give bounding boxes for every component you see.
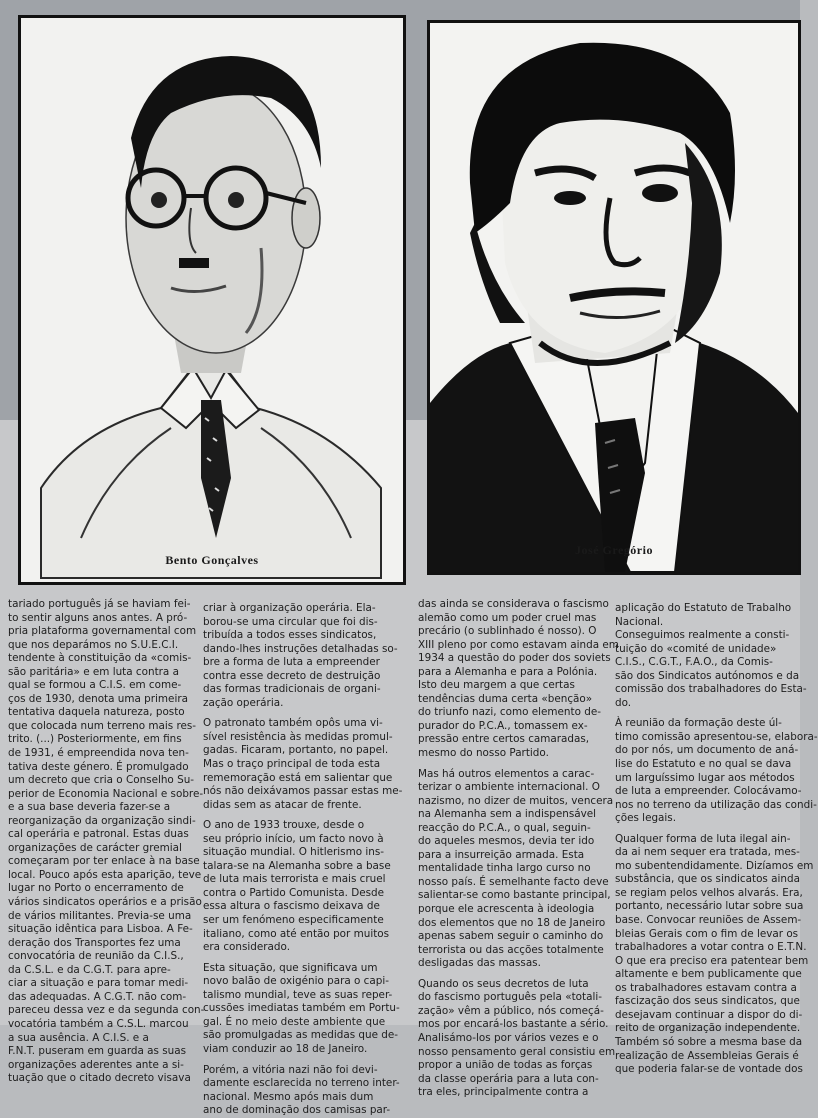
text-line: tuição do «comité de unidade» [615, 642, 777, 655]
text-line: cal operária e patronal. Estas duas [8, 828, 189, 841]
text-line: local. Pouco após esta aparição, teve [8, 868, 202, 881]
text-line: desligadas das massas. [418, 957, 541, 970]
text-line: base. Convocar reuniões de Assem- [615, 914, 802, 927]
text-column-4 [615, 602, 818, 1077]
text-line: lugar no Porto o encerramento de [8, 882, 184, 895]
text-line: ser um fenómeno especificamente [203, 914, 384, 927]
text-line: trabalhadores a votar contra o E.T.N. [615, 941, 807, 954]
text-line: da ai nem sequer era tratada, mes- [615, 846, 800, 859]
text-line: das ainda se considerava o fascismo [418, 598, 609, 610]
text-line: de luta a empreender. Colocávamo- [615, 785, 802, 798]
text-line: vocatória também a C.S.L. marcou [8, 1017, 189, 1030]
text-line: bre a forma de luta a empreender [203, 656, 380, 669]
text-line: Conseguimos realmente a consti- [615, 629, 790, 642]
text-line: vários sindicatos operários e a prisão [8, 896, 202, 909]
text-line: tendências duma certa «benção» [418, 692, 593, 705]
text-line: terizar o ambiente internacional. O [418, 781, 600, 794]
text-line: nosso país. É semelhante facto deve [418, 875, 609, 888]
text-line: ano de dominação dos camisas par- [203, 1104, 391, 1117]
text-line: para a Alemanha e para a Polónia. [418, 665, 598, 678]
text-line: rememoração está em salientar que [203, 771, 393, 784]
text-line: reacção do P.C.A., o qual, seguin- [418, 821, 591, 834]
text-line: e a sua base deveria fazer-se a [8, 801, 171, 814]
text-line: gadas. Ficaram, portanto, no papel. [203, 744, 389, 757]
text-line: situação idêntica para Lisboa. A Fe- [8, 923, 193, 936]
portrait-caption-right: José Gregório [575, 543, 653, 557]
text-line: fascização dos seus sindicatos, que [615, 995, 800, 1008]
text-line: ciar a situação e para tomar medi- [8, 977, 189, 990]
text-line: lise do Estatuto e no qual se dava [615, 758, 792, 771]
text-line: para a insurreição armada. Esta [418, 848, 585, 861]
text-line: zação operária. [203, 696, 284, 709]
text-line: zação» vêm a público, nós começá- [418, 1004, 604, 1017]
text-column-2 [203, 602, 403, 1118]
portrait-image-right [430, 23, 798, 572]
text-line: começaram por ter enlace à na base [8, 855, 200, 868]
text-line: O patronato também opôs uma vi- [203, 717, 383, 730]
text-line: propor a união de todas as forças [418, 1059, 593, 1072]
text-line: são dos Sindicatos autónomos e da [615, 669, 800, 682]
text-line [418, 971, 608, 978]
text-line: gal. É no meio deste ambiente que [203, 1015, 386, 1028]
text-line: Também só sobre a mesma base da [615, 1035, 803, 1048]
text-line: tribuída a todos esses sindicatos, [203, 629, 377, 642]
text-line: didas sem as atacar de frente. [203, 798, 362, 811]
text-line: pareceu dessa vez e da segunda con- [8, 1004, 205, 1017]
text-line: nosso pensamento geral consistiu em [418, 1045, 616, 1058]
portrait-caption-left: Bento Gonçalves [165, 553, 259, 567]
text-line: substância, que os sindicatos ainda [615, 873, 800, 886]
text-line: de vários militantes. Previa-se uma [8, 909, 192, 922]
text-line [203, 1057, 397, 1064]
text-line: sível resistência às medidas promul- [203, 730, 393, 743]
text-line: mo subentendidamente. Dizíamos em [615, 859, 814, 872]
text-line: dos elementos que no 18 de Janeiro [418, 916, 606, 929]
text-line: a sua ausência. A C.I.S. e a [8, 1031, 149, 1044]
text-line: pria plataforma governamental com [8, 625, 197, 638]
text-line: da classe operária para a luta con- [418, 1072, 599, 1085]
text-line: damente esclarecida no terreno inter- [203, 1077, 400, 1090]
text-line: das adequadas. A C.G.T. não com- [8, 990, 187, 1003]
text-line: tendente à constituição da «comis- [8, 652, 192, 665]
text-line: tra eles, principalmente contra a [418, 1086, 589, 1099]
text-line: talara-se na Alemanha sobre a base [203, 859, 391, 872]
text-line: salientar-se como bastante principal, [418, 889, 611, 902]
text-line: alemão como um poder cruel mas [418, 611, 597, 624]
text-line: desejavam continuar a dispor do di- [615, 1008, 803, 1021]
text-line [203, 812, 397, 819]
text-column-1 [8, 598, 205, 1086]
text-line: novo balão de oxigénio para o capi- [203, 975, 389, 988]
text-line [203, 955, 397, 962]
text-line: na Alemanha sem a indispensável [418, 808, 597, 821]
text-line: realização de Assembleias Gerais é [615, 1049, 799, 1062]
text-line: O que era preciso era patentear bem [615, 954, 809, 967]
text-line: deração dos Transportes fez uma [8, 936, 181, 949]
text-line: timo comissão apresentou-se, elabora- [615, 730, 818, 743]
text-line: criar à organização operária. Ela- [203, 602, 376, 614]
text-line: são promulgadas as medidas que de- [203, 1029, 399, 1042]
portrait-jose-gregorio [427, 20, 801, 575]
text-line: reito de organização independente. [615, 1022, 801, 1035]
portrait-bento-goncalves [18, 15, 406, 585]
portrait-image-left [21, 18, 403, 582]
text-line: porque ele acrescenta à ideologia [418, 903, 595, 916]
text-line: F.N.T. puseram em guarda as suas [8, 1045, 187, 1058]
text-line: convocatória de reunião da C.I.S., [8, 950, 184, 963]
text-line: viam conduzir ao 18 de Janeiro. [203, 1042, 368, 1055]
text-line: organizações aderentes ante a si- [8, 1058, 184, 1071]
text-line: bleias Gerais com o fim de levar os [615, 927, 799, 940]
text-line: XIII pleno por como estavam ainda em [418, 638, 619, 651]
text-line: organizações de carácter gremial [8, 841, 182, 854]
text-line: ções legais. [615, 812, 677, 825]
text-line: são paritária» e em luta contra a [8, 665, 179, 678]
text-line: italiano, como até então por muitos [203, 927, 390, 940]
text-line: pressão entre certos camaradas, [418, 733, 590, 746]
text-line: comissão dos trabalhadores do Esta- [615, 683, 807, 696]
text-line: um larguíssimo lugar aos métodos [615, 771, 795, 784]
text-line: contra o Partido Comunista. Desde [203, 886, 385, 899]
text-line: do fascismo português pela «totali- [418, 991, 602, 1004]
text-line: trito. (...) Posteriormente, em fins [8, 733, 182, 746]
text-column-3 [418, 598, 619, 1100]
text-line: mesmo do nosso Partido. [418, 747, 549, 760]
text-line: se regiam pelos velhos alvarás. Era, [615, 886, 803, 899]
text-line: que colocada num terreno mais res- [8, 719, 197, 732]
text-line: Mas há outros elementos a carac- [418, 767, 595, 780]
text-line: 1934 a questão do poder dos soviets [418, 652, 611, 665]
text-line: das formas tradicionais de organi- [203, 683, 381, 696]
text-line: os trabalhadores estavam contra a [615, 981, 797, 994]
text-line: O ano de 1933 trouxe, desde o [203, 819, 365, 832]
text-line: reorganização da organização sindi- [8, 814, 196, 827]
text-line: Isto deu margem a que certas [418, 679, 575, 692]
text-line: um decreto que cria o Conselho Su- [8, 774, 195, 787]
text-line: nós não deixávamos passar estas me- [203, 785, 403, 798]
text-line: essa altura o fascismo deixava de [203, 900, 380, 913]
text-line: mentalidade tinha largo curso no [418, 862, 591, 875]
text-line: Qualquer forma de luta ilegal ain- [615, 832, 791, 845]
text-line: Quando os seus decretos de luta [418, 977, 589, 990]
text-line: tentativa daquela natureza, posto [8, 706, 185, 719]
text-line: contra esse decreto de destruição [203, 669, 381, 682]
text-line: de 1931, é empreendida nova ten- [8, 747, 189, 760]
text-line [615, 826, 797, 833]
text-line: de luta mais terrorista e mais cruel [203, 873, 386, 886]
text-line: altamente e bem publicamente que [615, 968, 802, 981]
text-line: À reunião da formação deste úl- [615, 717, 782, 730]
text-line: talismo mundial, teve as suas reper- [203, 988, 393, 1001]
text-line: qual se formou a C.I.S. em come- [8, 679, 182, 692]
text-line: nos no terreno da utilização das condi- [615, 798, 817, 811]
text-line: da C.S.L. e da C.G.T. para apre- [8, 963, 171, 976]
text-line: portanto, necessário lutar sobre sua [615, 900, 804, 913]
text-line: C.I.S., C.G.T., F.A.O., da Comis- [615, 656, 773, 669]
text-line: cussões imediatas também em Portu- [203, 1002, 400, 1015]
text-line: precário (o sublinhado é nosso). O [418, 625, 597, 638]
text-line [418, 761, 608, 768]
text-line [203, 710, 397, 717]
text-line: apenas sabem seguir o caminho do [418, 930, 604, 943]
text-line: do. [615, 696, 632, 709]
text-line: mos por encará-los bastante a sério. [418, 1018, 609, 1031]
text-line: Esta situação, que significava um [203, 961, 378, 974]
text-line: seu próprio início, um facto novo à [203, 832, 384, 845]
text-line: aplicação do Estatuto de Trabalho [615, 602, 792, 614]
text-line: do por nós, um documento de aná- [615, 744, 799, 757]
text-line: ços de 1930, denota uma primeira [8, 692, 188, 705]
text-line: do aqueles mesmos, devia ter ido [418, 835, 595, 848]
text-line: Porém, a vitória nazi não foi devi- [203, 1063, 378, 1076]
text-line: que nos deparámos no S.U.E.C.I. [8, 638, 179, 651]
text-line: Analisámo-los por vários vezes e o [418, 1031, 599, 1044]
text-line: purador do P.C.A., tomassem ex- [418, 719, 588, 732]
text-line: tuação que o citado decreto visava [8, 1072, 191, 1085]
text-line: situação mundial. O hitlerismo ins- [203, 846, 384, 859]
text-line: que poderia falar-se de vontade dos [615, 1063, 803, 1076]
text-line: to sentir alguns anos antes. A pró- [8, 611, 188, 624]
text-line: Mas o traço principal de toda esta [203, 758, 381, 771]
text-line: tariado português já se haviam fei- [8, 598, 191, 610]
text-line: dando-lhes instruções detalhadas so- [203, 642, 398, 655]
text-line: Nacional. [615, 615, 664, 628]
text-line: do triunfo nazi, como elemento de- [418, 706, 601, 719]
text-line: nazismo, no dizer de muitos, vencera [418, 794, 614, 807]
text-line: borou-se uma circular que foi dis- [203, 615, 378, 628]
text-line: terrorista ou das acções totalmente [418, 943, 604, 956]
text-line: nacional. Mesmo após mais dum [203, 1090, 374, 1103]
text-line: tativa deste género. É promulgado [8, 760, 189, 773]
text-line: perior de Economia Nacional e sobre- [8, 787, 204, 800]
text-line: era considerado. [203, 941, 290, 954]
